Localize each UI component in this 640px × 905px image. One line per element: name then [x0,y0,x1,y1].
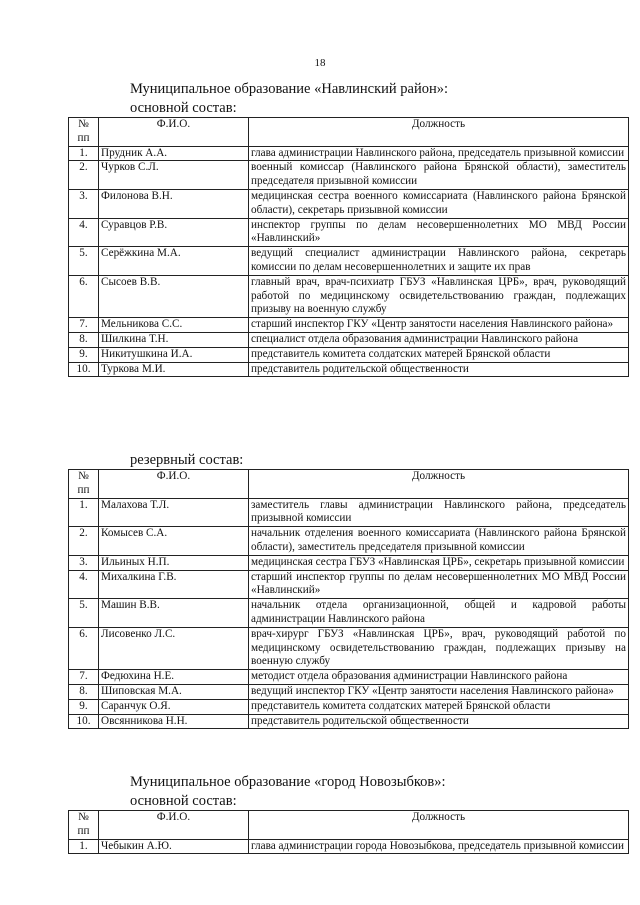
member-position: представитель комитета солдатских матерей Брянской области [249,699,629,714]
table-row [69,332,629,347]
member-name: Чурков С.Л. [99,161,249,190]
row-number: 7. [69,318,99,333]
table-row [69,670,629,685]
table-row [69,714,629,729]
member-name: Михалкина Г.В. [99,570,249,599]
header-position: Должность [249,811,629,840]
table-row [69,627,629,669]
member-position: инспектор группы по делам несовершеннолетних МО МВД России «Навлинский» [249,218,629,247]
header-num: № пп [69,811,99,840]
member-position: старший инспектор группы по делам несовершеннолетних МО МВД России «Навлинский» [249,570,629,599]
table-row [69,247,629,276]
member-position: военный комиссар (Навлинского района Брянской области), заместитель председателя призывной комиссии [249,161,629,190]
member-name: Лисовенко Л.С. [99,627,249,669]
member-name: Ильиных Н.П. [99,555,249,570]
member-position: глава администрации города Новозыбкова, председатель призывной комиссии [249,839,629,854]
member-position: начальник отдела организационной, общей и кадровой работы администрации Навлинского района [249,599,629,628]
table-row [69,218,629,247]
member-name: Малахова Т.Л. [99,498,249,527]
table-row [69,318,629,333]
member-position: ведущий специалист администрации Навлинского района, секретарь комиссии по делам несовершеннолетних и защите их прав [249,247,629,276]
header-name: Ф.И.О. [99,118,249,147]
table-row [69,189,629,218]
member-name: Овсянникова Н.Н. [99,714,249,729]
header-num: № пп [69,470,99,499]
member-position: представитель комитета солдатских матерей Брянской области [249,347,629,362]
row-number: 3. [69,555,99,570]
row-number: 10. [69,362,99,377]
table-row [69,161,629,190]
member-name: Мельникова С.С. [99,318,249,333]
table-row [69,839,629,854]
member-position: медицинская сестра военного комиссариата (Навлинского района Брянской области), секретарь призывной комиссии [249,189,629,218]
row-number: 6. [69,627,99,669]
table-row [69,699,629,714]
section-subtitle-reserve: резервный состав: [130,452,244,468]
table-header-row [69,470,629,499]
section-title-novozybkov: Муниципальное образование «город Новозыбков»: [130,774,446,790]
member-position: ведущий инспектор ГКУ «Центр занятости населения Навлинского района» [249,684,629,699]
table-row [69,362,629,377]
member-position: врач-хирург ГБУЗ «Навлинская ЦРБ», врач, руководящий работой по медицинскому освидетельствованию граждан, подлежащих призыву на военную службу [249,627,629,669]
row-number: 4. [69,218,99,247]
header-name: Ф.И.О. [99,470,249,499]
member-position: заместитель главы администрации Навлинского района, председатель призывной комиссии [249,498,629,527]
table-row [69,599,629,628]
member-name: Суравцов Р.В. [99,218,249,247]
member-position: начальник отделения военного комиссариата (Навлинского района Брянской области), заместитель председателя призывной комиссии [249,527,629,556]
table-row [69,347,629,362]
row-number: 6. [69,275,99,317]
member-position: специалист отдела образования администрации Навлинского района [249,332,629,347]
members-table-navlinsky-main [68,117,629,377]
row-number: 3. [69,189,99,218]
member-name: Саранчук О.Я. [99,699,249,714]
member-position: глава администрации Навлинского района, председатель призывной комиссии [249,146,629,161]
member-position: главный врач, врач-психиатр ГБУЗ «Навлинская ЦРБ», врач, руководящий работой по медицинскому освидетельствованию граждан, подлежащих призыву на военную службу [249,275,629,317]
table-row [69,146,629,161]
row-number: 8. [69,684,99,699]
member-position: представитель родительской общественности [249,714,629,729]
member-name: Комысев С.А. [99,527,249,556]
member-name: Машин В.В. [99,599,249,628]
section-title-navlinsky: Муниципальное образование «Навлинский район»: [130,81,449,97]
table-header-row [69,118,629,147]
member-position: медицинская сестра ГБУЗ «Навлинская ЦРБ», секретарь призывной комиссии [249,555,629,570]
header-name: Ф.И.О. [99,811,249,840]
row-number: 8. [69,332,99,347]
section-subtitle-main: основной состав: [130,100,237,116]
member-name: Серёжкина М.А. [99,247,249,276]
member-name: Федюхина Н.Е. [99,670,249,685]
table-row [69,570,629,599]
member-position: методист отдела образования администрации Навлинского района [249,670,629,685]
row-number: 9. [69,347,99,362]
members-table-navlinsky-reserve [68,469,629,729]
table-row [69,555,629,570]
header-position: Должность [249,470,629,499]
members-table-novozybkov-main [68,810,629,854]
row-number: 1. [69,498,99,527]
row-number: 9. [69,699,99,714]
row-number: 4. [69,570,99,599]
row-number: 1. [69,839,99,854]
row-number: 2. [69,161,99,190]
table-row [69,498,629,527]
row-number: 1. [69,146,99,161]
table-row [69,275,629,317]
member-position: старший инспектор ГКУ «Центр занятости населения Навлинского района» [249,318,629,333]
row-number: 5. [69,599,99,628]
section-subtitle-main: основной состав: [130,793,237,809]
row-number: 5. [69,247,99,276]
member-name: Прудник А.А. [99,146,249,161]
row-number: 10. [69,714,99,729]
member-name: Сысоев В.В. [99,275,249,317]
table-header-row [69,811,629,840]
row-number: 7. [69,670,99,685]
member-position: представитель родительской общественности [249,362,629,377]
table-row [69,684,629,699]
row-number: 2. [69,527,99,556]
page-number: 18 [314,57,326,69]
header-position: Должность [249,118,629,147]
member-name: Чебыкин А.Ю. [99,839,249,854]
member-name: Туркова М.И. [99,362,249,377]
member-name: Шиповская М.А. [99,684,249,699]
member-name: Шилкина Т.Н. [99,332,249,347]
header-num: № пп [69,118,99,147]
member-name: Никитушкина И.А. [99,347,249,362]
member-name: Филонова В.Н. [99,189,249,218]
table-row [69,527,629,556]
